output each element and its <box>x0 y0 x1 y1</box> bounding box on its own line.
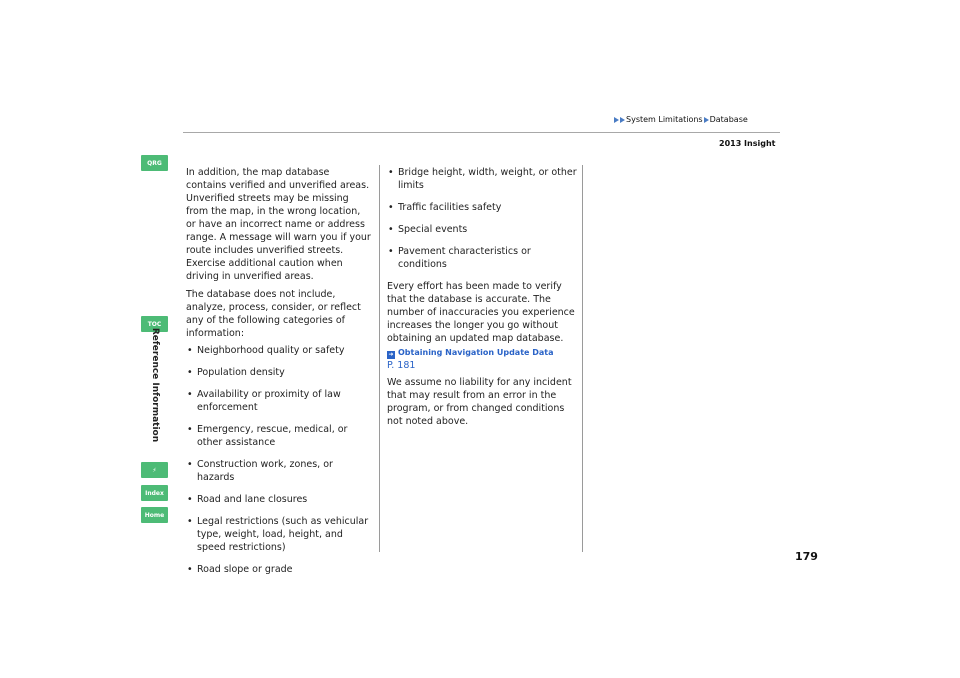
navigation-update-link-text[interactable]: Obtaining Navigation Update Data <box>398 348 554 357</box>
accuracy-paragraph: Every effort has been made to verify that the database is accurate. The number of inaccuracies you experience increases the longer you go without obtaining an updated map database. <box>387 281 575 344</box>
exclusions-paragraph: The database does not include, analyze, process, consider, or reflect any of the following categories of information: <box>186 289 361 339</box>
list-item: • Bridge height, width, weight, or other limits <box>387 166 577 192</box>
section-label-text: Reference Information <box>150 327 160 443</box>
breadcrumb <box>614 115 748 124</box>
column-divider <box>582 165 583 552</box>
page-reference-link[interactable]: P. 181 <box>387 360 416 371</box>
list-item: • Road and lane closures <box>186 493 372 506</box>
list-item: • Neighborhood quality or safety <box>186 344 372 357</box>
list-item: • Availability or proximity of law enforcement <box>186 388 372 414</box>
list-item: • Traffic facilities safety <box>387 201 577 214</box>
liability-paragraph: We assume no liability for any incident that may result from an error in the program, or from changed conditions not noted above. <box>387 377 572 427</box>
left-column <box>186 166 372 576</box>
list-item: • Road slope or grade <box>186 563 372 576</box>
list-item: • Construction work, zones, or hazards <box>186 458 372 484</box>
right-column <box>387 166 577 428</box>
voice-command-icon: ⚡ <box>152 466 157 474</box>
column-divider <box>379 165 380 552</box>
list-item: • Population density <box>186 366 372 379</box>
list-item: • Emergency, rescue, medical, or other assistance <box>186 423 372 449</box>
breadcrumb-section[interactable]: System Limitations <box>626 115 703 124</box>
list-item: • Legal restrictions (such as vehicular type, weight, load, height, and speed restrictions) <box>186 515 372 554</box>
intro-paragraph: In addition, the map database contains verified and unverified areas. Unverified streets may be missing from the map, in the wrong location, or have an incorrect name or address range. A message will warn you if your route includes unverified streets. Exercise additional caution when driving in unverified areas. <box>186 167 371 282</box>
navigation-update-link[interactable] <box>387 346 577 359</box>
triangle-right-icon <box>704 117 709 123</box>
list-item: • Special events <box>387 223 577 236</box>
model-label: 2013 Insight <box>719 139 776 148</box>
reference-arrow-icon: ➜ <box>388 351 394 358</box>
page-number: 179 <box>795 550 818 563</box>
triangle-right-icon <box>614 117 619 123</box>
section-label <box>146 327 164 443</box>
header-divider <box>183 132 780 133</box>
voice-command-tab[interactable] <box>141 462 168 478</box>
breadcrumb-subsection: Database <box>709 115 748 124</box>
index-tab[interactable]: Index <box>141 485 168 501</box>
list-item: • Pavement characteristics or conditions <box>387 245 577 271</box>
home-tab[interactable]: Home <box>141 507 168 523</box>
triangle-right-icon <box>620 117 625 123</box>
qrg-tab[interactable]: QRG <box>141 155 168 171</box>
toc-tab[interactable]: TOC <box>141 316 168 332</box>
